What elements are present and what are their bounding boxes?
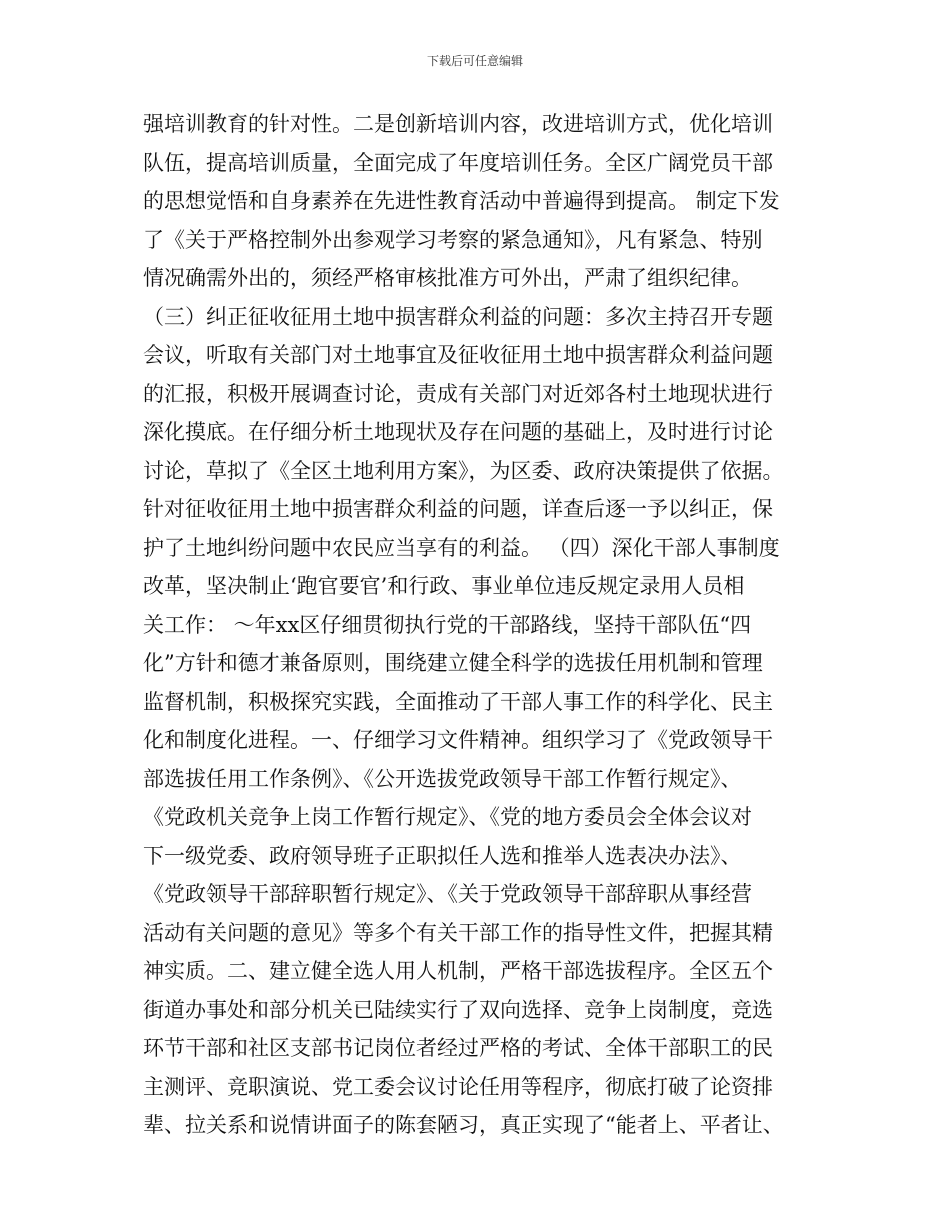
text-line: 改革，坚决制止‘跑官要官’和行政、事业单位违反规定录用人员相 xyxy=(143,574,745,598)
text-line: 《党政领导干部辞职暂行规定》、《关于党政领导干部辞职从事经营 xyxy=(143,882,752,906)
text-line: 主测评、竞职演说、党工委会议讨论任用等程序，彻底打破了论资排 xyxy=(143,1074,773,1099)
text-line: 神实质。二、建立健全选人用人机制，严格干部选拔程序。全区五个 xyxy=(143,959,773,983)
document-body xyxy=(143,105,813,1145)
text-line: 化和制度化进程。一、仔细学习文件精神。组织学习了《党政领导干 xyxy=(143,728,773,752)
text-line: 环节干部和社区支部书记岗位者经过严格的考试、全体干部职工的民 xyxy=(143,1036,773,1060)
text-line: 的汇报，积极开展调查讨论，责成有关部门对近郊各村土地现状进行 xyxy=(143,381,773,406)
text-line: 情况确需外出的，须经严格审核批准方可外出，严肃了组织纪律。 xyxy=(143,266,752,290)
text-line: 监督机制，积极探究实践，全面推动了干部人事工作的科学化、民主 xyxy=(143,689,773,714)
text-line: 了《关于严格控制外出参观学习考察的紧急通知》，凡有紧急、特别 xyxy=(143,227,763,252)
text-line: 深化摸底。在仔细分析土地现状及存在问题的基础上，及时进行讨论 xyxy=(143,420,773,444)
text-line: 队伍，提高培训质量，全面完成了年度培训任务。全区广阔党员干部 xyxy=(143,150,773,175)
text-line: 辈、拉关系和说情讲面子的陈套陋习，真正实现了“能者上、平者让、 xyxy=(143,1113,784,1137)
text-line: 会议，听取有关部门对土地事宜及征收征用土地中损害群众利益问题 xyxy=(143,343,773,367)
text-line: 《党政机关竞争上岗工作暂行规定》、《党的地方委员会全体会议对 xyxy=(143,805,752,829)
text-line: 护了土地纠纷问题中农民应当享有的利益。 （四）深化干部人事制度 xyxy=(143,535,780,560)
text-line: （三）纠正征收征用土地中损害群众利益的问题：多次主持召开专题 xyxy=(143,304,773,329)
text-line: 活动有关问题的意见》等多个有关干部工作的指导性文件，把握其精 xyxy=(143,920,773,945)
page-header: 下载后可任意编辑 xyxy=(426,54,523,68)
text-line: 的思想觉悟和自身素养在先进性教育活动中普遍得到提高。 制定下发 xyxy=(143,189,780,213)
text-line: 针对征收征用土地中损害群众利益的问题，详查后逐一予以纠正，保 xyxy=(143,497,773,521)
text-line: 化”方针和德才兼备原则，围绕建立健全科学的选拔任用机制和管理 xyxy=(143,651,763,675)
text-line: 部选拔任用工作条例》、《公开选拔党政领导干部工作暂行规定》、 xyxy=(143,766,742,791)
text-line: 下一级党委、政府领导班子正职拟任人选和推举人选表决办法》、 xyxy=(143,843,742,868)
text-line: 街道办事处和部分机关已陆续实行了双向选择、竞争上岗制度，竞选 xyxy=(143,997,773,1022)
text-line: 关工作： ～年xx区仔细贯彻执行党的干部路线，坚持干部队伍“四 xyxy=(143,612,752,637)
text-line: 讨论，草拟了《全区土地利用方案》，为区委、政府决策提供了依据。 xyxy=(143,458,784,483)
text-line: 强培训教育的针对性。二是创新培训内容，改进培训方式，优化培训 xyxy=(143,112,773,136)
